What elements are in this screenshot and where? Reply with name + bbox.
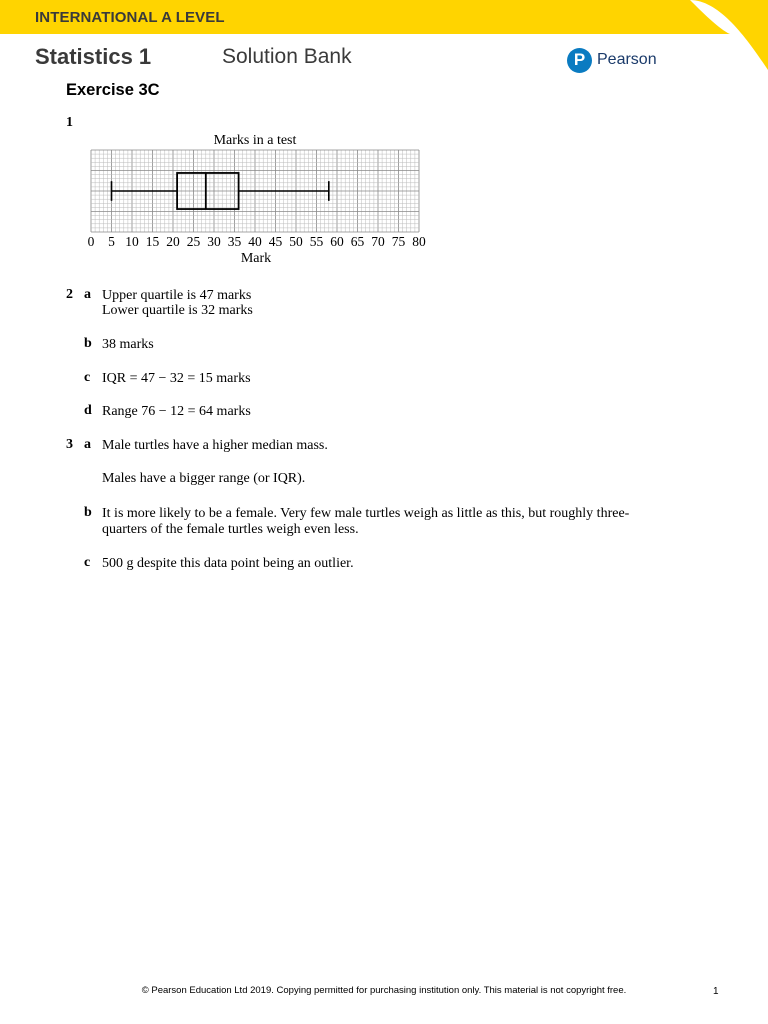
q2-part-c-label: c [84, 370, 91, 385]
x-tick-label: 80 [412, 234, 426, 249]
q2-a-line-1: Upper quartile is 47 marks [102, 288, 252, 303]
solution-bank-title: Solution Bank [222, 45, 352, 68]
x-tick-label: 0 [87, 234, 95, 249]
q3-part-b-label: b [84, 505, 92, 520]
question-2-number: 2 [66, 287, 73, 302]
question-3-number: 3 [66, 437, 73, 452]
x-tick-label: 15 [145, 234, 160, 249]
q2-b-line-1: 38 marks [102, 337, 154, 352]
x-tick-label: 10 [125, 234, 139, 249]
copyright-footer: © Pearson Education Ltd 2019. Copying permitted for purchasing institution only. This material is not copyright free. [141, 985, 627, 996]
q2-a-line-2: Lower quartile is 32 marks [102, 303, 253, 318]
x-tick-label: 65 [350, 234, 365, 249]
x-tick-label: 75 [391, 234, 406, 249]
x-tick-label: 40 [248, 234, 262, 249]
q3-a-line-2: Males have a bigger range (or IQR). [102, 471, 306, 486]
exercise-title: Exercise 3C [66, 81, 160, 99]
x-tick-label: 70 [371, 234, 385, 249]
q2-d-line-1: Range 76 − 12 = 64 marks [102, 404, 251, 419]
q3-b-line-2: quarters of the female turtles weigh even less. [102, 522, 359, 537]
q2-c-line-1: IQR = 47 − 32 = 15 marks [102, 371, 251, 386]
q3-b-line-1: It is more likely to be a female. Very few male turtles weigh as little as this, but roughly three- [102, 506, 630, 521]
x-tick-label: 50 [289, 234, 303, 249]
q2-part-b-label: b [84, 336, 92, 351]
x-tick-label: 30 [207, 234, 221, 249]
course-title: Statistics 1 [35, 44, 152, 69]
pearson-logo [567, 47, 657, 73]
q3-c-line-1: 500 g despite this data point being an outlier. [102, 556, 354, 571]
x-tick-label: 20 [166, 234, 180, 249]
x-tick-label: 5 [108, 234, 115, 249]
pearson-p-icon: P [567, 48, 592, 73]
pearson-wordmark: Pearson [597, 51, 657, 68]
question-1-number: 1 [66, 115, 73, 130]
chart-title: Marks in a test [213, 133, 297, 148]
q3-part-c-label: c [84, 555, 91, 570]
q3-a-line-1: Male turtles have a higher median mass. [102, 438, 328, 453]
x-tick-label: 25 [186, 234, 201, 249]
x-tick-label: 60 [330, 234, 344, 249]
q2-part-d-label: d [84, 403, 92, 418]
x-tick-label: 55 [309, 234, 324, 249]
x-tick-label: 45 [268, 234, 283, 249]
x-axis-label: Mark [240, 251, 272, 266]
boxplot-svg [82, 128, 432, 270]
banner-label: INTERNATIONAL A LEVEL [35, 9, 225, 26]
page-number: 1 [713, 986, 719, 997]
q3-part-a-label: a [84, 437, 91, 452]
q2-part-a-label: a [84, 287, 91, 302]
x-tick-label: 35 [227, 234, 242, 249]
boxplot-chart [82, 128, 432, 270]
